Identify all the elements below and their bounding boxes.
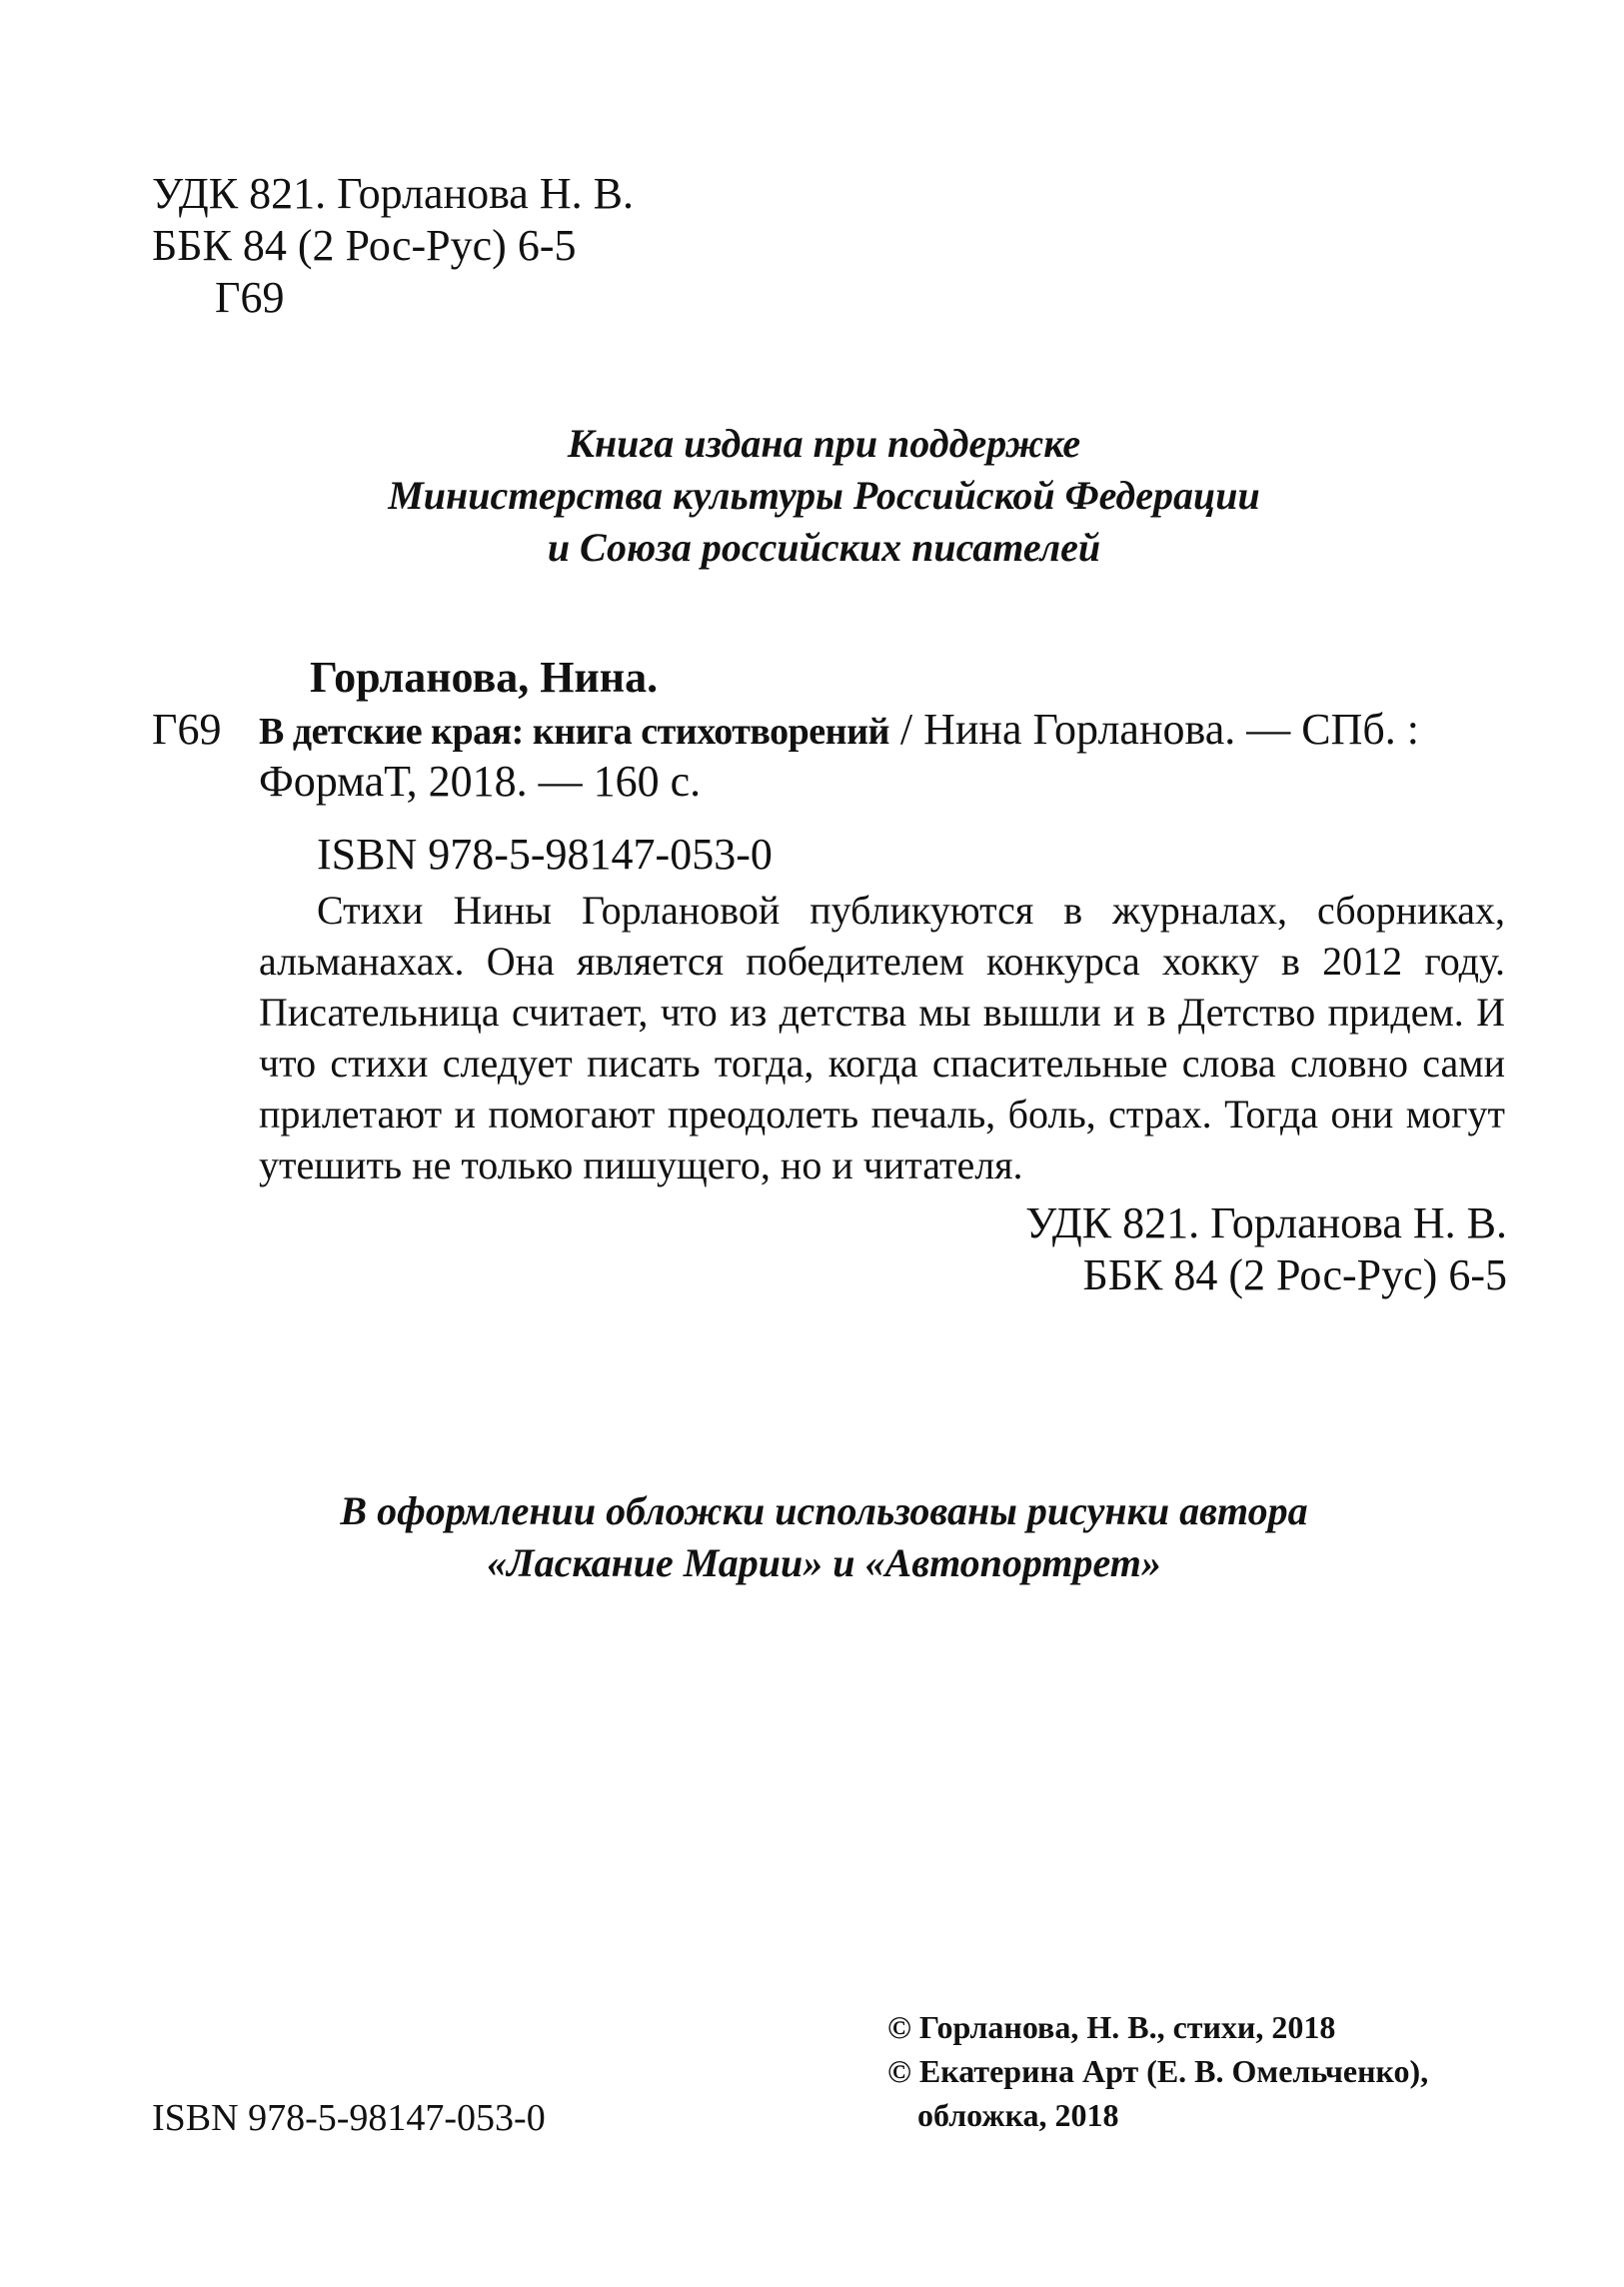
record-publication: ФормаТ, 2018. — 160 с.: [259, 757, 702, 806]
record-author-mark: Г69: [152, 705, 222, 754]
support-line-3: и Союза российских писателей: [547, 525, 1101, 570]
copyright-author: © Горланова, Н. В., стихи, 2018: [887, 2009, 1336, 2045]
support-line-1: Книга издана при поддержке: [567, 421, 1081, 466]
author-mark: Г69: [215, 273, 285, 322]
cover-note: [0, 1485, 1624, 1589]
support-note: [0, 418, 1624, 574]
copyright-block: [887, 2005, 1428, 2137]
copyright-cover: © Екатерина Арт (Е. В. Омельченко),: [887, 2053, 1429, 2089]
isbn-bottom: ISBN 978-5-98147-053-0: [152, 2097, 546, 2139]
udk-code: УДК 821. Горланова Н. В.: [152, 169, 634, 218]
record-responsibility: / Нина Горланова. — СПб. :: [899, 705, 1419, 754]
udk-header-block: [152, 168, 634, 324]
support-line-2: Министерства культуры Российской Федерации: [388, 473, 1260, 518]
copyright-cover-cont: обложка, 2018: [917, 2097, 1119, 2133]
record-title: В детские края: книга стихотворений: [259, 711, 889, 753]
record-author: Горланова, Нина.: [310, 653, 659, 702]
annotation: [259, 885, 1505, 1190]
udk-code-footer: УДК 821. Горланова Н. В.: [1025, 1198, 1507, 1247]
bbk-code-footer: ББК 84 (2 Рос-Рус) 6-5: [1082, 1250, 1507, 1299]
record-title-line: [259, 704, 1505, 758]
bbk-code: ББК 84 (2 Рос-Рус) 6-5: [152, 221, 577, 270]
cover-note-line-2: «Ласкание Марии» и «Автопортрет»: [487, 1540, 1161, 1585]
annotation-text: Стихи Нины Горлановой публикуются в журналах, сборниках, альманахах. Она является победителем конкурса хокку в 2012 году. Писательница считает, что из детства мы вышли и в Детство придем. И что стихи следует писать тогда, когда спасительные слова словно сами прилетают и помогают преодолеть печаль, боль, страх. Тогда они могут утешить не только пишущего, но и читателя.: [259, 888, 1505, 1187]
record-isbn: ISBN 978-5-98147-053-0: [317, 830, 773, 879]
udk-footer-block: [1025, 1197, 1507, 1301]
cover-note-line-1: В оформлении обложки использованы рисунки автора: [340, 1488, 1308, 1533]
